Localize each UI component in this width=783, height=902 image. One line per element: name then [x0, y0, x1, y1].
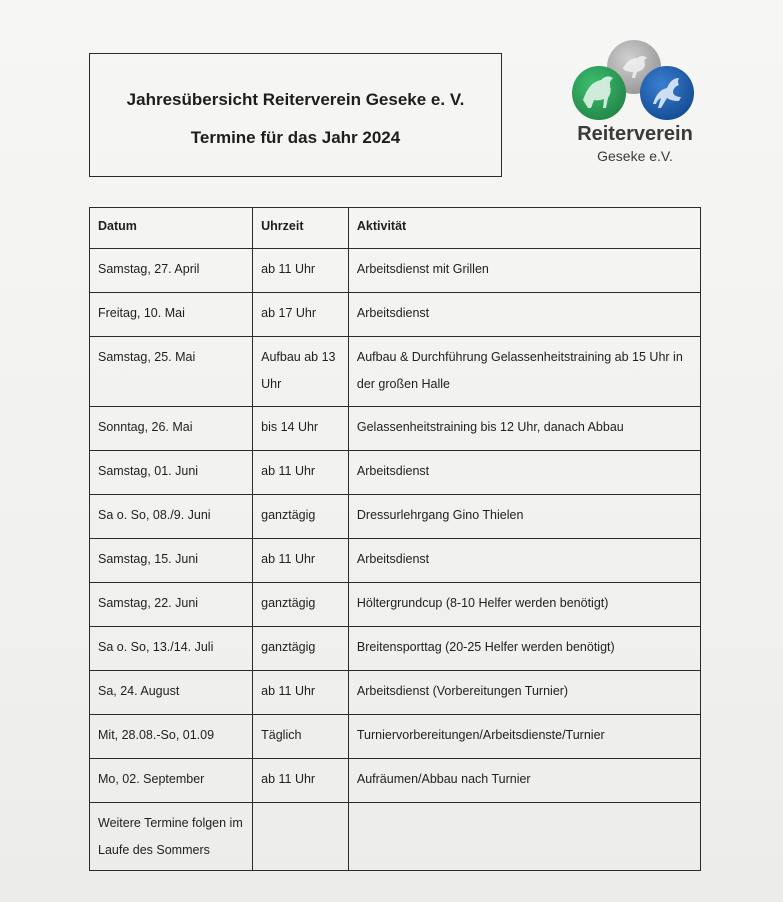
cell-aktivitaet — [348, 803, 700, 871]
cell-datum: Sa o. So, 13./14. Juli — [90, 627, 253, 671]
cell-uhrzeit — [253, 803, 349, 871]
cell-uhrzeit: ab 11 Uhr — [253, 759, 349, 803]
logo-subtitle: Geseke e.V. — [597, 148, 673, 164]
cell-uhrzeit: ganztägig — [253, 495, 349, 539]
cell-uhrzeit: ab 11 Uhr — [253, 539, 349, 583]
cell-datum: Weitere Termine folgen im Laufe des Sommers — [90, 803, 253, 871]
cell-datum: Samstag, 15. Juni — [90, 539, 253, 583]
table-header-row — [90, 208, 701, 249]
cell-uhrzeit: ganztägig — [253, 627, 349, 671]
logo-name: Reiterverein — [577, 123, 693, 145]
cell-datum: Samstag, 01. Juni — [90, 451, 253, 495]
schedule-table — [89, 207, 701, 871]
table-row — [90, 759, 701, 803]
table-row — [90, 803, 701, 871]
horse-circles-logo-icon — [565, 38, 705, 123]
cell-datum: Sa o. So, 08./9. Juni — [90, 495, 253, 539]
document-subtitle: Termine für das Jahr 2024 — [190, 128, 401, 147]
cell-datum: Sa, 24. August — [90, 671, 253, 715]
table-row — [90, 715, 701, 759]
header-aktivitaet: Aktivität — [348, 208, 700, 249]
header-uhrzeit: Uhrzeit — [253, 208, 349, 249]
cell-uhrzeit: ganztägig — [253, 583, 349, 627]
cell-uhrzeit: Aufbau ab 13 Uhr — [253, 337, 349, 407]
cell-uhrzeit: ab 11 Uhr — [253, 249, 349, 293]
table-row — [90, 583, 701, 627]
cell-aktivitaet: Aufbau & Durchführung Gelassenheitstraining ab 15 Uhr in der großen Halle — [348, 337, 700, 407]
cell-aktivitaet: Arbeitsdienst (Vorbereitungen Turnier) — [348, 671, 700, 715]
cell-uhrzeit: ab 11 Uhr — [253, 671, 349, 715]
cell-uhrzeit: ab 17 Uhr — [253, 293, 349, 337]
cell-aktivitaet: Dressurlehrgang Gino Thielen — [348, 495, 700, 539]
club-logo — [565, 38, 705, 168]
cell-uhrzeit: bis 14 Uhr — [253, 407, 349, 451]
cell-aktivitaet: Arbeitsdienst — [348, 451, 700, 495]
title-box — [89, 53, 502, 177]
header-datum: Datum — [90, 208, 253, 249]
cell-aktivitaet: Arbeitsdienst — [348, 539, 700, 583]
cell-aktivitaet: Turniervorbereitungen/Arbeitsdienste/Turnier — [348, 715, 700, 759]
cell-datum: Samstag, 27. April — [90, 249, 253, 293]
cell-datum: Sonntag, 26. Mai — [90, 407, 253, 451]
document-title: Jahresübersicht Reiterverein Geseke e. V. — [126, 90, 465, 109]
table-row — [90, 249, 701, 293]
cell-uhrzeit: Täglich — [253, 715, 349, 759]
cell-datum: Samstag, 22. Juni — [90, 583, 253, 627]
cell-datum: Mit, 28.08.-So, 01.09 — [90, 715, 253, 759]
cell-uhrzeit: ab 11 Uhr — [253, 451, 349, 495]
cell-aktivitaet: Arbeitsdienst — [348, 293, 700, 337]
cell-datum: Samstag, 25. Mai — [90, 337, 253, 407]
cell-datum: Mo, 02. September — [90, 759, 253, 803]
table-row — [90, 627, 701, 671]
cell-aktivitaet: Gelassenheitstraining bis 12 Uhr, danach Abbau — [348, 407, 700, 451]
table-row — [90, 293, 701, 337]
cell-aktivitaet: Arbeitsdienst mit Grillen — [348, 249, 700, 293]
table-row — [90, 451, 701, 495]
cell-aktivitaet: Höltergrundcup (8-10 Helfer werden benötigt) — [348, 583, 700, 627]
table-row — [90, 495, 701, 539]
table-row — [90, 671, 701, 715]
cell-aktivitaet: Aufräumen/Abbau nach Turnier — [348, 759, 700, 803]
table-row — [90, 539, 701, 583]
table-row — [90, 337, 701, 407]
cell-aktivitaet: Breitensporttag (20-25 Helfer werden benötigt) — [348, 627, 700, 671]
table-row — [90, 407, 701, 451]
cell-datum: Freitag, 10. Mai — [90, 293, 253, 337]
